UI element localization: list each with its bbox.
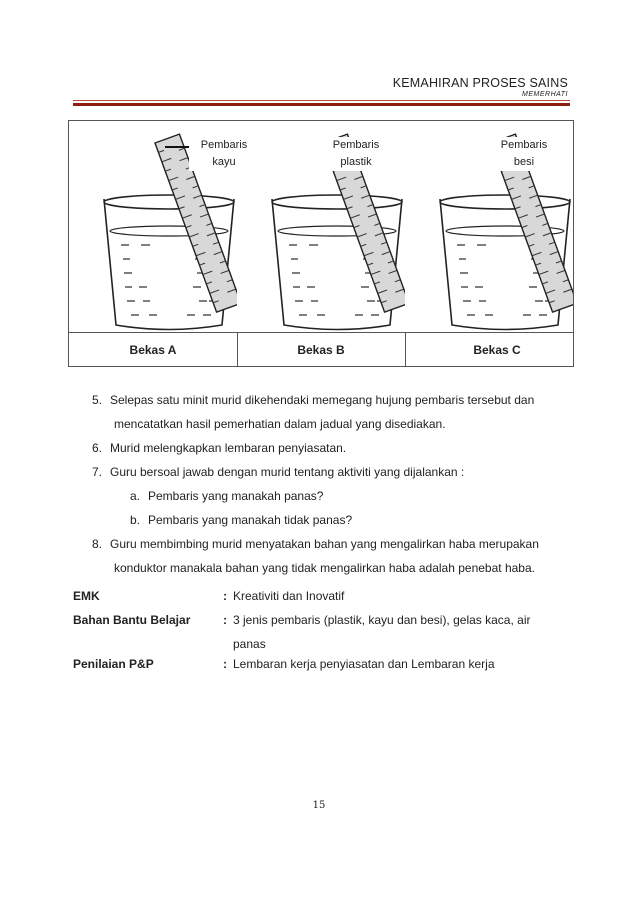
caption-bekas-a: Bekas A: [129, 343, 177, 357]
label-line-1: Pembaris: [500, 139, 548, 151]
list-text: Pembaris yang manakah panas?: [148, 489, 324, 503]
header-rule-thick: [73, 103, 570, 106]
list-item: [92, 460, 464, 484]
header-subtitle: MEMERHATI: [522, 91, 568, 98]
detail-key-bahan-bantu-belajar: Bahan Bantu Belajar: [73, 613, 191, 627]
table-divider: [237, 332, 238, 366]
ruler-label-metal: [489, 137, 559, 171]
label-line-2: besi: [513, 156, 535, 168]
table-divider: [69, 332, 573, 333]
caption-bekas-b: Bekas B: [297, 343, 345, 357]
detail-key-penilaian: Penilaian P&P: [73, 657, 154, 671]
list-number: 6.: [92, 441, 103, 455]
list-number: 5.: [92, 393, 103, 407]
list-number: b.: [130, 513, 141, 527]
detail-colon: :: [223, 613, 227, 627]
detail-colon: :: [223, 589, 227, 603]
caption-bekas-c: Bekas C: [473, 343, 521, 357]
sub-list-item: [130, 484, 323, 508]
figure-table: [68, 120, 574, 367]
header-title: KEMAHIRAN PROSES SAINS: [392, 76, 568, 90]
table-divider: [405, 332, 406, 366]
list-number: 7.: [92, 465, 103, 479]
ruler-label-wood: [189, 137, 259, 171]
detail-value-emk: Kreativiti dan Inovatif: [233, 589, 345, 603]
header-rule-thin: [73, 100, 570, 101]
detail-colon: :: [223, 657, 227, 671]
list-number: 8.: [92, 537, 103, 551]
list-item-continuation: konduktor manakala bahan yang tidak mengalirkan haba adalah penebat haba.: [114, 561, 535, 575]
page-number: 15: [312, 800, 326, 811]
list-item: [92, 436, 346, 460]
label-line-2: kayu: [212, 156, 236, 168]
list-item: [92, 388, 534, 412]
detail-value-penilaian: Lembaran kerja penyiasatan dan Lembaran kerja: [233, 657, 495, 671]
detail-key-emk: EMK: [73, 589, 100, 603]
list-text: Guru bersoal jawab dengan murid tentang aktiviti yang dijalankan :: [110, 465, 465, 479]
detail-value-bahan-bantu-belajar: 3 jenis pembaris (plastik, kayu dan besi), gelas kaca, air: [233, 613, 531, 627]
ruler-label-plastic: [321, 137, 391, 171]
list-text: Guru membimbing murid menyatakan bahan yang mengalirkan haba merupakan: [110, 537, 539, 551]
label-line-1: Pembaris: [200, 139, 248, 151]
list-number: a.: [130, 489, 141, 503]
list-text: Pembaris yang manakah tidak panas?: [148, 513, 353, 527]
detail-value-continuation: panas: [233, 637, 266, 651]
list-text: Selepas satu minit murid dikehendaki memegang hujung pembaris tersebut dan: [110, 393, 535, 407]
label-line-2: plastik: [340, 156, 372, 168]
list-item-continuation: mencatatkan hasil pemerhatian dalam jadual yang disediakan.: [114, 417, 446, 431]
list-item: [92, 532, 539, 556]
sub-list-item: [130, 508, 352, 532]
label-line-1: Pembaris: [332, 139, 380, 151]
list-text: Murid melengkapkan lembaran penyiasatan.: [110, 441, 347, 455]
